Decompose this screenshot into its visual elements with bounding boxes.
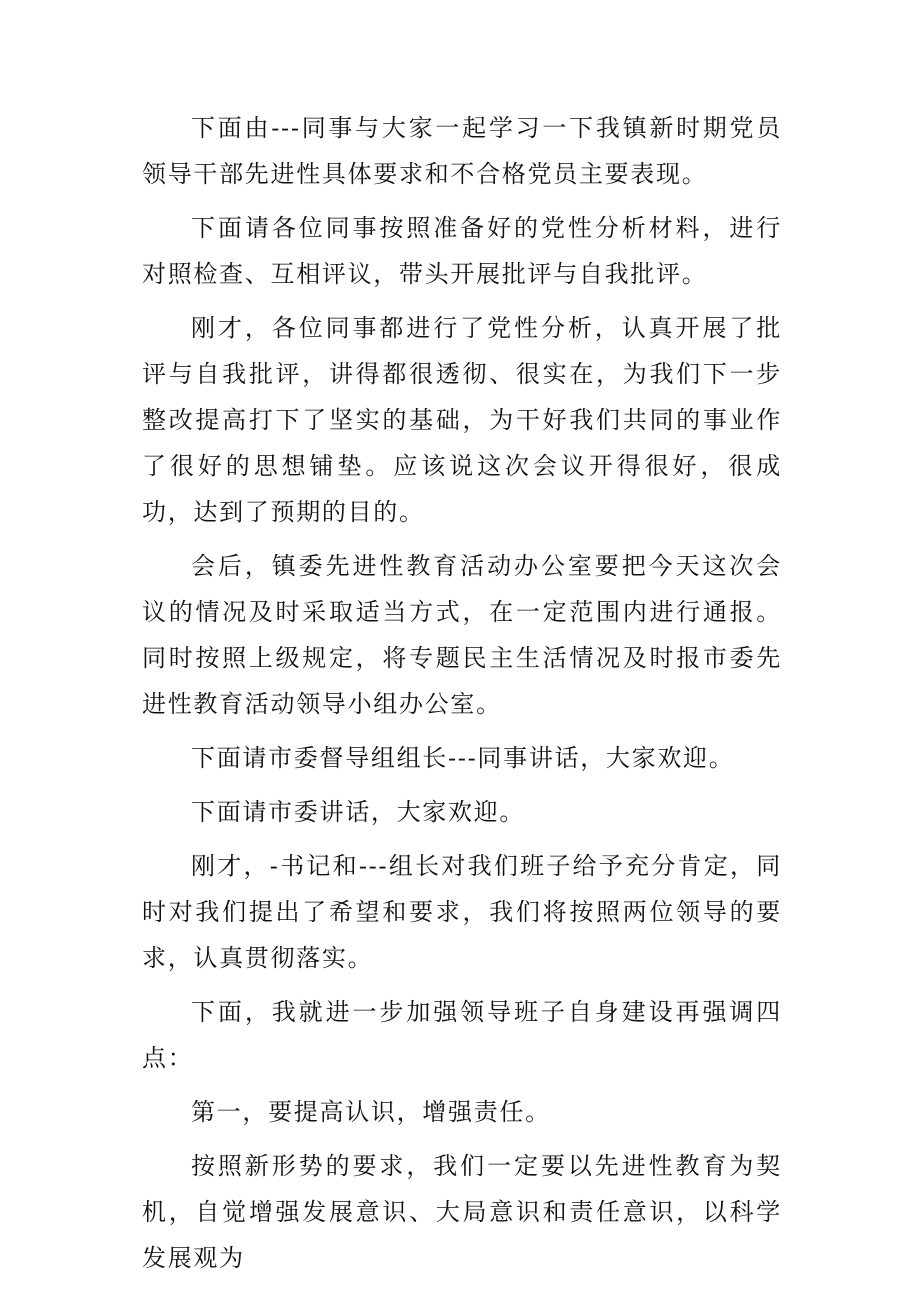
paragraph-3: 刚才，各位同事都进行了党性分析，认真开展了批评与自我批评，讲得都很透彻、很实在，为我们下一步整改提高打下了坚实的基础，为干好我们共同的事业作了很好的思想铺垫。应该说这次会议开得很好，很成功，达到了预期的目的。: [142, 314, 782, 526]
paragraph-4: 会后，镇委先进性教育活动办公室要把今天这次会议的情况及时采取适当方式，在一定范围内进行通报。同时按照上级规定，将专题民主生活情况及时报市委先进性教育活动领导小组办公室。: [142, 552, 782, 718]
paragraph-8: 下面，我就进一步加强领导班子自身建设再强调四点：: [142, 998, 782, 1072]
paragraph-1: 下面由---同事与大家一起学习一下我镇新时期党员领导干部先进性具体要求和不合格党员主要表现。: [142, 114, 782, 188]
paragraph-7: 刚才，-书记和---组长对我们班子给予充分肯定，同时对我们提出了希望和要求，我们将按照两位领导的要求，认真贯彻落实。: [142, 852, 782, 972]
paragraph-9: 第一，要提高认识，增强责任。: [191, 1098, 551, 1126]
paragraph-2: 下面请各位同事按照准备好的党性分析材料，进行对照检查、互相评议，带头开展批评与自我批评。: [142, 214, 782, 288]
document-page: [142, 105, 782, 1289]
paragraph-6: 下面请市委讲话，大家欢迎。: [191, 798, 526, 826]
paragraph-5: 下面请市委督导组组长---同事讲话，大家欢迎。: [191, 744, 735, 772]
paragraph-10: 按照新形势的要求，我们一定要以先进性教育为契机，自觉增强发展意识、大局意识和责任意识，以科学发展观为: [142, 1152, 782, 1272]
